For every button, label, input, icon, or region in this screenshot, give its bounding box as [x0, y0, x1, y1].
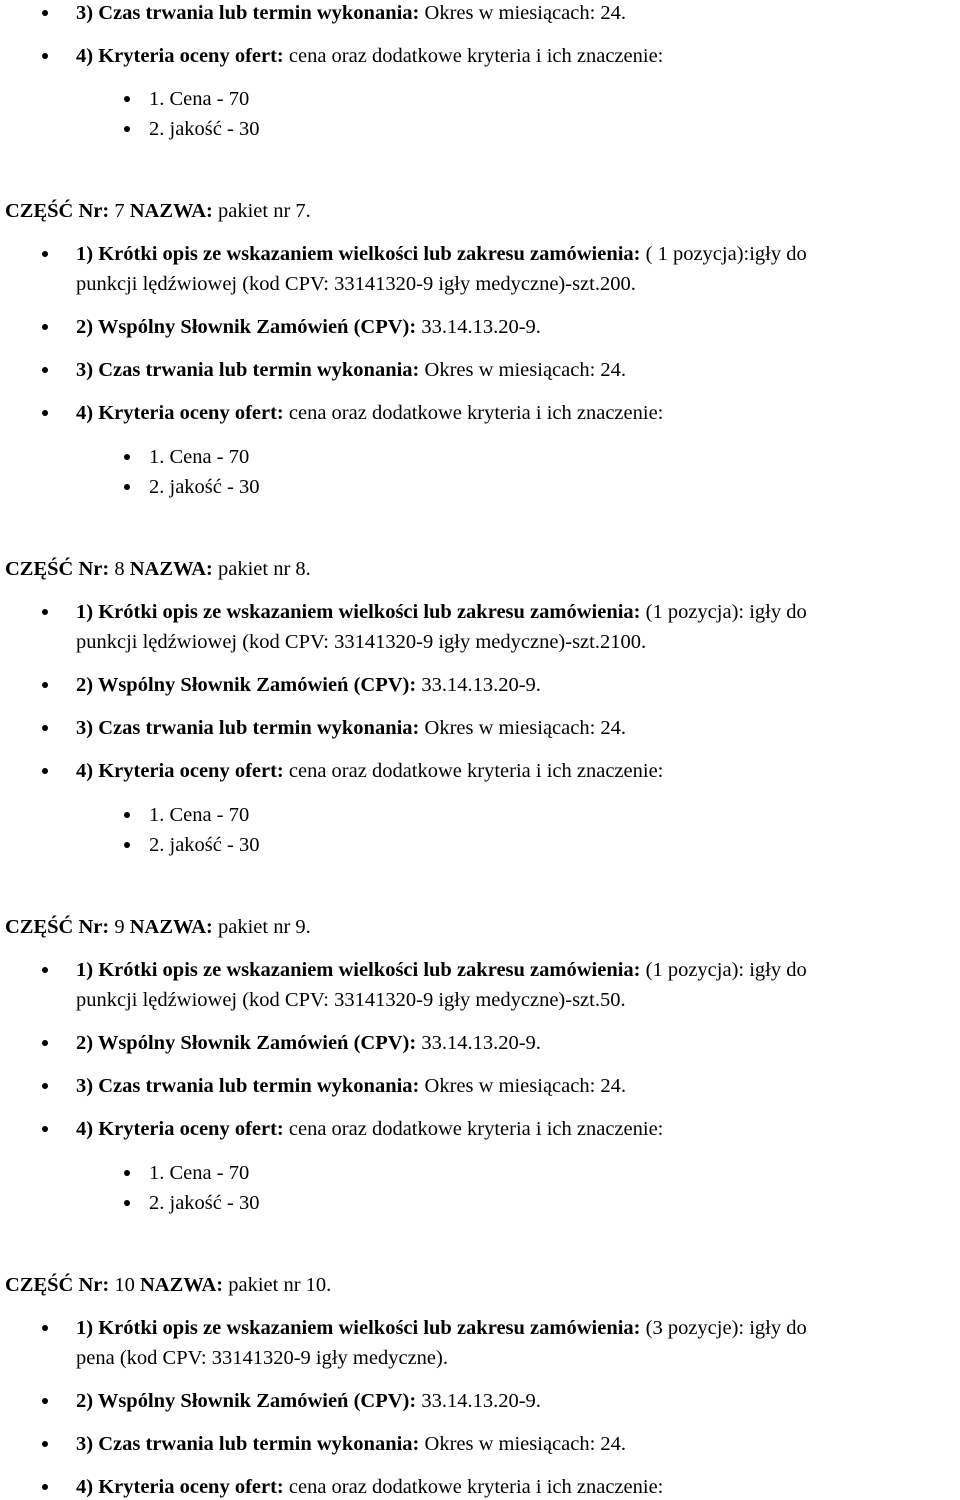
bullet — [124, 1200, 130, 1206]
bullet — [42, 682, 48, 688]
criterion-item: 1. Cena - 70 — [149, 88, 250, 110]
bullet — [42, 1126, 48, 1132]
criterion-item: 1. Cena - 70 — [149, 1162, 250, 1184]
bullet — [42, 1083, 48, 1089]
cpv-item: 2) Wspólny Słownik Zamówień (CPV): 33.14.13.20-9. — [76, 1390, 541, 1412]
opis-item: 1) Krótki opis ze wskazaniem wielkości lub zakresu zamówienia: (1 pozycja): igły do — [76, 959, 807, 981]
criterion-item: 2. jakość - 30 — [149, 476, 260, 498]
bullet — [124, 96, 130, 102]
cpv-item: 2) Wspólny Słownik Zamówień (CPV): 33.14.13.20-9. — [76, 316, 541, 338]
bullet — [42, 53, 48, 59]
czas-item: 3) Czas trwania lub termin wykonania: Okres w miesiącach: 24. — [76, 2, 627, 24]
cpv-item: 2) Wspólny Słownik Zamówień (CPV): 33.14.13.20-9. — [76, 674, 541, 696]
opis-continuation: pena (kod CPV: 33141320-9 igły medyczne). — [76, 1347, 448, 1369]
bullet — [42, 1441, 48, 1447]
bullet — [42, 410, 48, 416]
opis-continuation: punkcji lędźwiowej (kod CPV: 33141320-9 igły medyczne)-szt.200. — [76, 273, 636, 295]
bullet — [42, 367, 48, 373]
opis-continuation: punkcji lędźwiowej (kod CPV: 33141320-9 igły medyczne)-szt.2100. — [76, 631, 647, 653]
bullet — [42, 1398, 48, 1404]
opis-item: 1) Krótki opis ze wskazaniem wielkości lub zakresu zamówienia: (1 pozycja): igły do — [76, 601, 807, 623]
cpv-item: 2) Wspólny Słownik Zamówień (CPV): 33.14.13.20-9. — [76, 1032, 541, 1054]
bullet — [124, 1170, 130, 1176]
kryteria-item: 4) Kryteria oceny ofert: cena oraz dodatkowe kryteria i ich znaczenie: — [76, 760, 664, 782]
criterion-item: 2. jakość - 30 — [149, 1192, 260, 1214]
bullet — [42, 609, 48, 615]
bullet — [124, 454, 130, 460]
opis-item: 1) Krótki opis ze wskazaniem wielkości lub zakresu zamówienia: ( 1 pozycja):igły do — [76, 243, 807, 265]
bullet — [42, 251, 48, 257]
part-heading: CZĘŚĆ Nr: 10 NAZWA: pakiet nr 10. — [5, 1274, 332, 1296]
part-heading: CZĘŚĆ Nr: 7 NAZWA: pakiet nr 7. — [5, 200, 311, 222]
kryteria-item: 4) Kryteria oceny ofert: cena oraz dodatkowe kryteria i ich znaczenie: — [76, 1118, 664, 1140]
part-heading: CZĘŚĆ Nr: 9 NAZWA: pakiet nr 9. — [5, 916, 311, 938]
bullet — [124, 842, 130, 848]
criterion-item: 1. Cena - 70 — [149, 446, 250, 468]
czas-item: 3) Czas trwania lub termin wykonania: Okres w miesiącach: 24. — [76, 359, 627, 381]
kryteria-item: 4) Kryteria oceny ofert: cena oraz dodatkowe kryteria i ich znaczenie: — [76, 402, 664, 424]
opis-continuation: punkcji lędźwiowej (kod CPV: 33141320-9 igły medyczne)-szt.50. — [76, 989, 626, 1011]
czas-item: 3) Czas trwania lub termin wykonania: Okres w miesiącach: 24. — [76, 717, 627, 739]
bullet — [124, 126, 130, 132]
bullet — [42, 768, 48, 774]
part-heading: CZĘŚĆ Nr: 8 NAZWA: pakiet nr 8. — [5, 558, 311, 580]
czas-item: 3) Czas trwania lub termin wykonania: Okres w miesiącach: 24. — [76, 1433, 627, 1455]
bullet — [42, 967, 48, 973]
criterion-item: 1. Cena - 70 — [149, 804, 250, 826]
bullet — [124, 484, 130, 490]
kryteria-item: 4) Kryteria oceny ofert: cena oraz dodatkowe kryteria i ich znaczenie: — [76, 45, 664, 67]
bullet — [42, 1325, 48, 1331]
bullet — [42, 1484, 48, 1490]
opis-item: 1) Krótki opis ze wskazaniem wielkości lub zakresu zamówienia: (3 pozycje): igły do — [76, 1317, 807, 1339]
czas-item: 3) Czas trwania lub termin wykonania: Okres w miesiącach: 24. — [76, 1075, 627, 1097]
criterion-item: 2. jakość - 30 — [149, 118, 260, 140]
bullet — [42, 1040, 48, 1046]
bullet — [124, 812, 130, 818]
kryteria-item: 4) Kryteria oceny ofert: cena oraz dodatkowe kryteria i ich znaczenie: — [76, 1476, 664, 1498]
bullet — [42, 725, 48, 731]
bullet — [42, 324, 48, 330]
bullet — [42, 10, 48, 16]
criterion-item: 2. jakość - 30 — [149, 834, 260, 856]
